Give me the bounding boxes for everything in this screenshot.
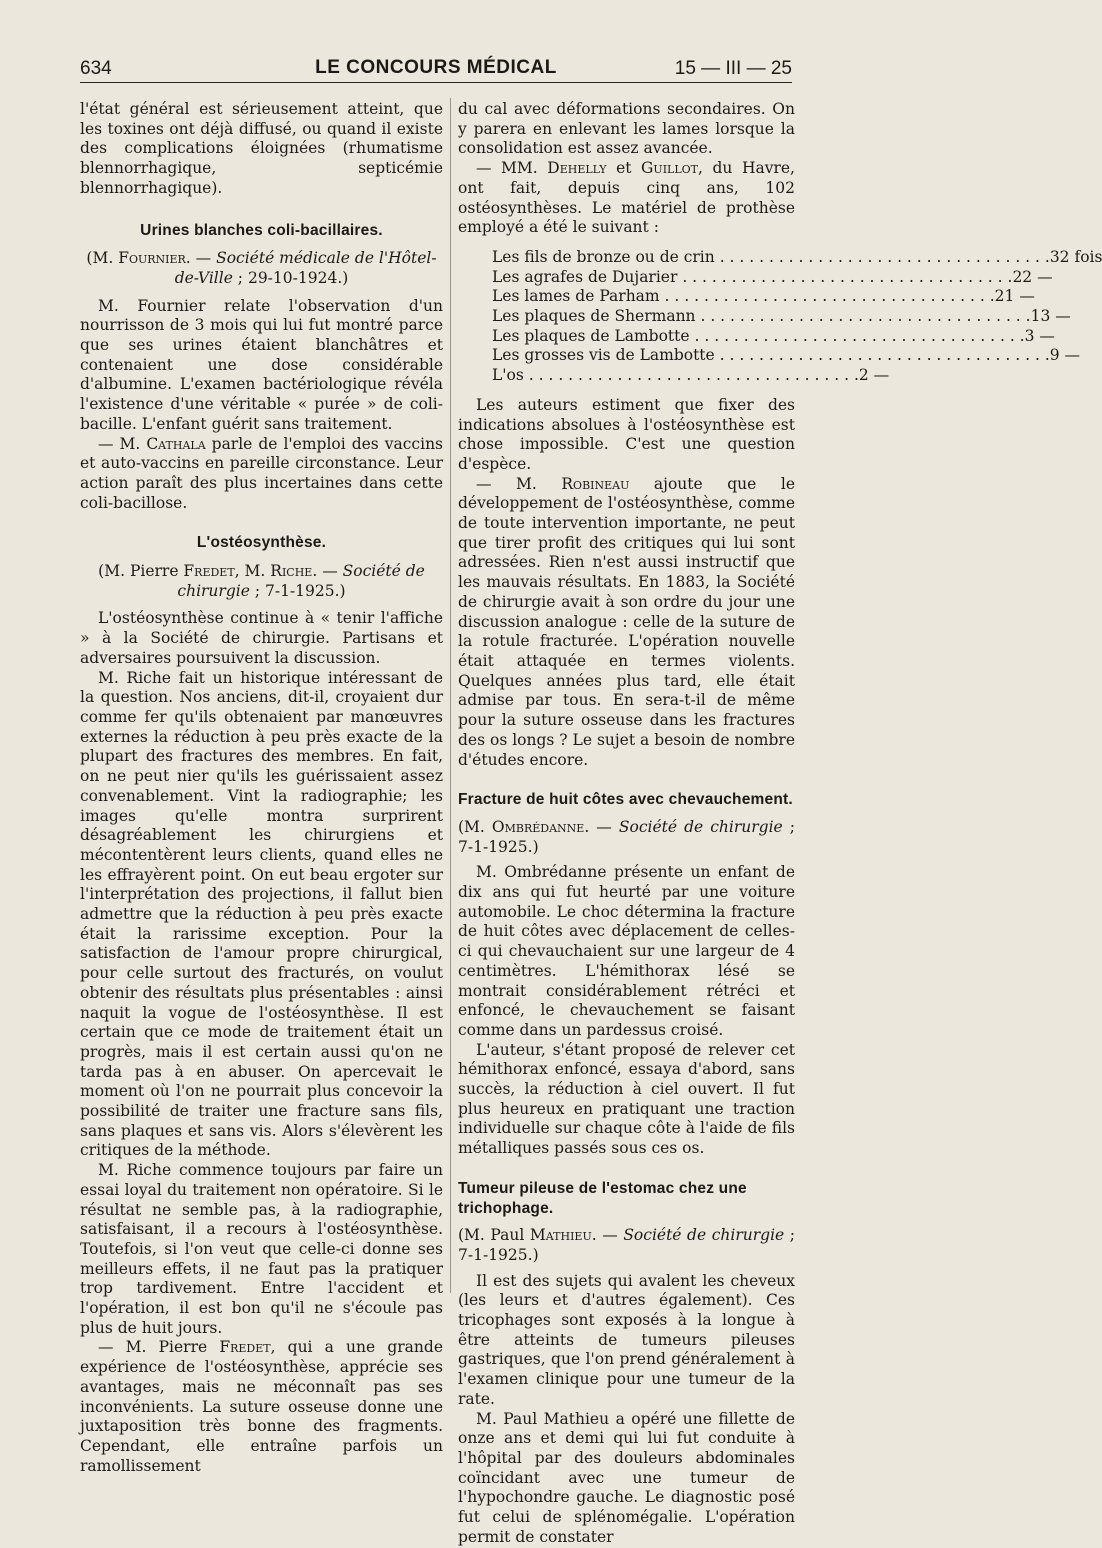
list-item: Les plaques de Shermann . . . 13 —: [492, 307, 795, 327]
section-heading-urines: Urines blanches coli-bacillaires.: [140, 221, 383, 239]
fracture-paragraph-1: M. Ombrédanne présente un enfant de dix ans qui fut heurté par une voiture automobile. Le choc détermina la fracture de huit côtes avec déplacement de celles-ci qui chevauchaient sur une largeur de 4 centimètres. L'hémithorax lésé se montrait considérablement rétréci et enfoncé, le chevauchement se faisant comme dans un pardessus croisé.: [458, 863, 795, 1039]
section-reference-fracture: (M. Ombrédanne. — Société de chirurgie ; 7-1-1925.): [458, 817, 795, 856]
section-reference-urines: (M. Fournier. — Société médicale de l'Hôtel-de-Ville ; 29-10-1924.): [86, 249, 437, 287]
robineau-paragraph: — M. Robineau ajoute que le développement de l'ostéosynthèse, comme de toute intervention importante, ne peut que tirer profit des critiques qui lui sont adressées. Rien n'est aussi instructif que les mauvais résultats. En 1883, la Société de chirurgie avait à son ordre du jour une discussion analogue : celle de la suture de la rotule fracturée. L'opération nouvelle était attaquée en termes violents. Quelques années plus tard, elle était admise par tous. En sera-t-il de même pour la suture osseuse dans les fractures des os longs ? Le sujet a besoin de nombre d'études encore.: [458, 474, 795, 769]
section-heading-tumeur: Tumeur pileuse de l'estomac chez une trichophage.: [458, 1179, 747, 1217]
osteo-paragraph-1: L'ostéosynthèse continue à « tenir l'affiche » à la Société de chirurgie. Partisans et adversaires poursuivent la discussion.: [80, 609, 443, 667]
intro-paragraph: l'état général est sérieusement atteint, que les toxines ont déjà diffusé, ou quand il existe des complications éloignées (rhumatisme blennorrhagique, septicémie blennorrhagique).: [80, 100, 443, 197]
list-item: Les plaques de Lambotte . . . 3 —: [492, 327, 795, 347]
right-column: [458, 100, 1102, 1546]
section-reference-tumeur: (M. Paul Mathieu. — Société de chirurgie ; 7-1-1925.): [458, 1226, 796, 1264]
continued-paragraph: du cal avec déformations secondaires. On y parera en enlevant les lames lorsque la consolidation est assez avancée.: [458, 100, 795, 158]
list-item: Les agrafes de Dujarier . . . 22 —: [492, 268, 795, 288]
fracture-paragraph-2: L'auteur, s'étant proposé de relever cet hémithorax enfoncé, essaya d'abord, sans succès, la réduction à ciel ouvert. Il fut plus heureux en pratiquant une traction individuelle sur chaque côte à l'aide de fils métalliques passés sous ces os.: [458, 1040, 795, 1158]
journal-title: LE CONCOURS MÉDICAL: [315, 57, 557, 78]
section-heading-osteosynthese: L'ostéosynthèse.: [196, 534, 327, 552]
page-number: 634: [80, 58, 112, 79]
urines-paragraph-2: — M. Cathala parle de l'emploi des vaccins et auto-vaccins en pareille circonstance. Leur action paraît des plus incertaines dans cette coli-bacillose.: [80, 434, 444, 512]
list-item: Les lames de Parham . . . 21 —: [492, 287, 795, 307]
urines-paragraph-1: M. Fournier relate l'observation d'un nourrisson de 3 mois qui lui fut montré parce que ses urines étaient blanchâtres et contenaient une dose considérable d'albumine. L'examen bactériologique révéla l'existence d'une véritable « purée » de coli-bacille. L'enfant guérit sans traitement.: [80, 296, 443, 433]
section-heading-fracture: Fracture de huit côtes avec chevauchement.: [458, 791, 793, 809]
osteo-paragraph-4: — M. Pierre Fredet, qui a une grande expérience de l'ostéosynthèse, apprécie ses avantages, mais ne méconnaît pas ses inconvénients. La suture osseuse donne une juxtaposition très bonne des fragments. Cependant, elle entraîne parfois un ramollissement: [80, 1338, 443, 1475]
section-reference-osteosynthese: (M. Pierre Fredet, M. Riche. — Société de chirurgie ; 7-1-1925.): [98, 562, 425, 600]
page-header: [80, 56, 792, 83]
dehelly-paragraph: — MM. Dehelly et Guillot, du Havre, ont fait, depuis cinq ans, 102 ostéosynthèses. Le matériel de prothèse employé a été le suivant :: [458, 159, 795, 237]
tumeur-paragraph-1: Il est des sujets qui avalent les cheveux (les leurs et d'autres également). Ces tricophages sont exposés à la longue à être atteints de tumeurs pileuses gastriques, que l'on prend généralement à l'examen clinique pour une tumeur de la rate.: [458, 1271, 795, 1408]
list-item: Les grosses vis de Lambotte . . . 9 —: [492, 346, 795, 366]
list-item: Les fils de bronze ou de crin . . . 32 fois: [492, 248, 795, 268]
osteo-paragraph-3: M. Riche commence toujours par faire un essai loyal du traitement non opératoire. Si le résultat ne semble pas, à la radiographie, satisfaisant, il a recours à l'ostéosynthèse. Toutefois, si l'on veut que celle-ci donne ses meilleurs effets, il ne faut pas la pratiquer trop tardivement. Entre l'accident et l'opération, il est bon qu'il ne s'écoule pas plus de huit jours.: [80, 1161, 443, 1337]
left-column: [80, 100, 444, 1475]
materials-list: [492, 247, 1102, 386]
column-divider: [450, 98, 451, 1293]
auteurs-paragraph: Les auteurs estiment que fixer des indications absolues à l'ostéosynthèse est chose impossible. C'est une question d'espèce.: [458, 395, 795, 473]
tumeur-paragraph-2: M. Paul Mathieu a opéré une fillette de onze ans et demi qui lui fut conduite à l'hôpital par des douleurs abdominales coïncidant avec une tumeur de l'hypochondre gauche. Le diagnostic posé fut celui de splénomégalie. L'opération permit de constater: [458, 1409, 795, 1546]
list-item: L'os . . . 2 —: [492, 366, 795, 386]
osteo-paragraph-2: M. Riche fait un historique intéressant de la question. Nos anciens, dit-il, croyaient dur comme fer qu'ils obtenaient par manœuvres externes la réduction à peu près exacte de la plupart des fractures des membres. En fait, on ne peut nier qu'ils les guérissaient assez convenablement. Vint la radiographie; les images qu'elle montra surprirent désagréablement les chirurgiens et mécontentèrent leurs clients, quand elles ne les effrayèrent point. On eut beau ergoter sur l'interprétation des projections, il fallut bien admettre que la réduction à peu près exacte était la rarissime exception. Pour la satisfaction de l'amour propre chirurgical, pour celle surtout des fracturés, on voulut obtenir des résultats plus présentables : ainsi naquit la vogue de l'ostéosynthèse. Il est certain que ce mode de traitement était un progrès, mais il est certain aussi qu'on ne tarda pas à en abuser. On apercevait le moment où l'on ne pourrait plus concevoir la possibilité de traiter une fracture sans fils, sans plaques et sans vis. Alors s'élevèrent les critiques de la méthode.: [80, 668, 443, 1160]
issue-date: 15 — III — 25: [674, 58, 792, 79]
